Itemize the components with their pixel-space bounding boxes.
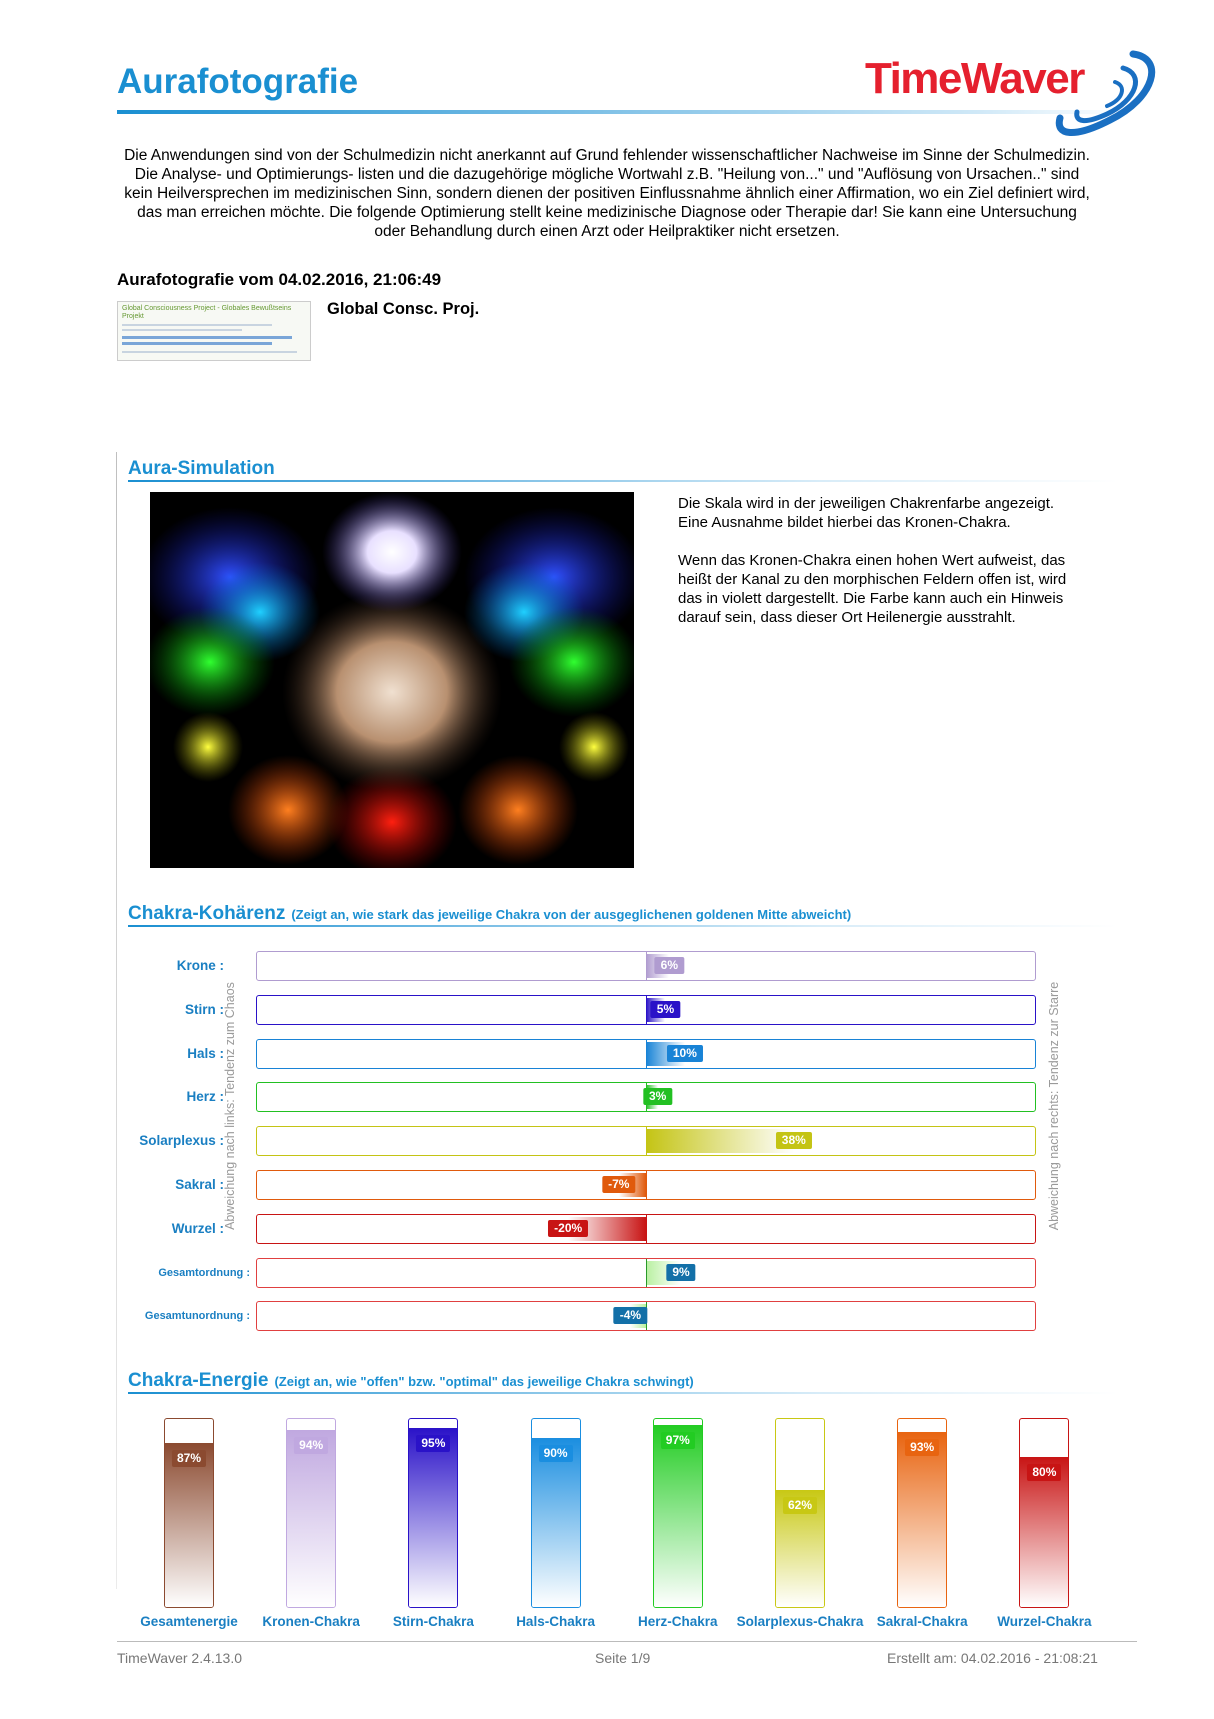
energy-column-label: Hals-Chakra [516, 1614, 595, 1629]
energy-column-label: Wurzel-Chakra [997, 1614, 1092, 1629]
energy-section-subheading: (Zeigt an, wie "offen" bzw. "optimal" das jeweilige Chakra schwingt) [274, 1374, 694, 1389]
timewaver-logo [865, 48, 1165, 144]
coherence-center-line [646, 1259, 647, 1287]
coherence-row-label: Krone : [176, 958, 224, 973]
aura-section-heading: Aura-Simulation [128, 458, 275, 479]
coherence-center-line [646, 952, 647, 980]
footer-version: TimeWaver 2.4.13.0 [117, 1650, 243, 1666]
session-thumbnail [117, 301, 311, 361]
energy-column-fill [654, 1425, 702, 1607]
energy-section-heading: Chakra-Energie (Zeigt an, wie "offen" bzw. "optimal" das jeweilige Chakra schwingt) [128, 1370, 694, 1391]
coherence-row-label: Stirn : [185, 1001, 224, 1017]
coherence-value-badge: -7% [602, 1176, 635, 1193]
coherence-row-label: Solarplexus : [139, 1133, 224, 1149]
energy-value-badge: 93% [905, 1439, 939, 1456]
right-axis-label: Abweichung nach rechts: Tendenz zur Starre [1047, 981, 1061, 1231]
coherence-bar-track [256, 1039, 1036, 1069]
energy-value-badge: 95% [416, 1435, 450, 1452]
coherence-bar-fill [646, 1129, 794, 1153]
section-frame-line [116, 452, 117, 1589]
energy-column-label: Stirn-Chakra [392, 1614, 474, 1629]
energy-value-badge: 97% [661, 1432, 695, 1449]
energy-column-fill [898, 1432, 946, 1607]
coherence-bar-track [256, 1126, 1036, 1156]
coherence-center-line [646, 996, 647, 1024]
swirl-icon [1015, 48, 1165, 144]
coherence-row-label: Sakral : [175, 1177, 224, 1192]
coherence-value-badge: -4% [614, 1307, 647, 1324]
energy-column [164, 1418, 214, 1608]
coherence-center-line [646, 1127, 647, 1155]
aura-description-paragraph-1: Die Skala wird in der jeweiligen Chakrenfarbe angezeigt. Eine Ausnahme bildet hierbei das Kronen-Chakra. [678, 495, 1055, 531]
coherence-row-label: Hals : [187, 1045, 224, 1061]
energy-column-label: Herz-Chakra [638, 1614, 718, 1629]
coherence-row-label: Wurzel : [171, 1220, 224, 1236]
energy-column [1019, 1418, 1069, 1608]
energy-value-badge: 62% [783, 1497, 817, 1514]
coherence-row-label: Herz : [186, 1089, 224, 1105]
energy-column-label: Kronen-Chakra [262, 1614, 360, 1629]
coherence-row-label: Gesamtunordnung : [144, 1310, 250, 1323]
energy-value-badge: 87% [172, 1450, 206, 1467]
energy-value-badge: 94% [294, 1437, 328, 1454]
coherence-bar-track [256, 1170, 1036, 1200]
session-name: Global Consc. Proj. [327, 300, 480, 318]
coherence-center-line [646, 1171, 647, 1199]
logo-wordmark: TimeWaver [865, 54, 1084, 103]
coherence-bar-track [256, 995, 1036, 1025]
aura-description [678, 494, 1068, 646]
aura-simulation-image [150, 492, 634, 868]
energy-value-badge: 90% [539, 1445, 573, 1462]
coherence-value-badge: 9% [666, 1264, 695, 1281]
coherence-value-badge: -20% [548, 1220, 588, 1237]
coherence-bar-track [256, 1258, 1036, 1288]
thumbnail-title: Global Consciousness Project - Globales Bewußtseins Projekt [122, 305, 292, 320]
coherence-value-badge: 10% [667, 1045, 703, 1062]
energy-section-rule [128, 1392, 1118, 1394]
coherence-row-label: Gesamtordnung : [158, 1266, 250, 1279]
footer-rule [117, 1641, 1137, 1642]
coherence-bar-track [256, 951, 1036, 981]
energy-column-label: Gesamtenergie [140, 1614, 238, 1629]
coherence-section-rule [128, 925, 1118, 927]
footer-created: Erstellt am: 04.02.2016 - 21:08:21 [887, 1650, 1098, 1666]
session-title: Aurafotografie vom 04.02.2016, 21:06:49 [117, 270, 442, 289]
footer-page-number: Seite 1/9 [595, 1650, 651, 1666]
energy-column-fill [532, 1438, 580, 1607]
coherence-center-line [646, 1040, 647, 1068]
coherence-value-badge: 38% [776, 1132, 812, 1149]
coherence-bar-track [256, 1082, 1036, 1112]
coherence-value-badge: 3% [643, 1088, 672, 1105]
coherence-bar-track [256, 1301, 1036, 1331]
coherence-value-badge: 6% [655, 957, 684, 974]
left-axis-label: Abweichung nach links: Tendenz zum Chaos [223, 982, 237, 1230]
coherence-section-heading: Chakra-Kohärenz (Zeigt an, wie stark das jeweilige Chakra von der ausgeglichenen goldenen Mitte abweicht) [128, 903, 852, 924]
coherence-center-line [646, 1215, 647, 1243]
energy-column-fill [165, 1443, 213, 1607]
aura-description-paragraph-2: Wenn das Kronen-Chakra einen hohen Wert aufweist, das heißt der Kanal zu den morphischen Feldern offen ist, wird das in violett dargestellt. Die Farbe kann auch ein Hinweis darauf sein, dass dieser Ort Heilenergie ausstrahlt. [678, 552, 1067, 626]
energy-value-badge: 80% [1027, 1464, 1061, 1481]
page-title: Aurafotografie [117, 62, 359, 101]
disclaimer-text: Die Anwendungen sind von der Schulmedizin nicht anerkannt auf Grund fehlender wissenschaftlicher Nachweise im Sinne der Schulmedizin. Die Analyse- und Optimierungs- listen und die dazugehörige mögliche Wortwahl z.B. "Heilung von..." und "Auflösung von Ursachen.." sind kein Heilversprechen im medizinischen Sinn, sondern dienen der positiven Einflussnahme ähnlich einer Affirmation, wo ein Ziel definiert wird, das man erreichen möchte. Die folgende Optimierung stellt keine medizinische Diagnose oder Therapie dar! Sie kann eine Untersuchung oder Behandlung durch einen Arzt oder Heilpraktiker nicht ersetzen. [124, 147, 1090, 240]
coherence-section-subheading: (Zeigt an, wie stark das jeweilige Chakra von der ausgeglichenen goldenen Mitte abweicht) [291, 907, 852, 922]
energy-column-label: Sakral-Chakra [876, 1614, 968, 1629]
coherence-value-badge: 5% [651, 1001, 680, 1018]
energy-column-label: Solarplexus-Chakra [736, 1614, 864, 1629]
aura-section-rule [128, 480, 1118, 482]
energy-column-fill [409, 1428, 457, 1607]
energy-column-fill [287, 1430, 335, 1607]
coherence-bar-track [256, 1214, 1036, 1244]
